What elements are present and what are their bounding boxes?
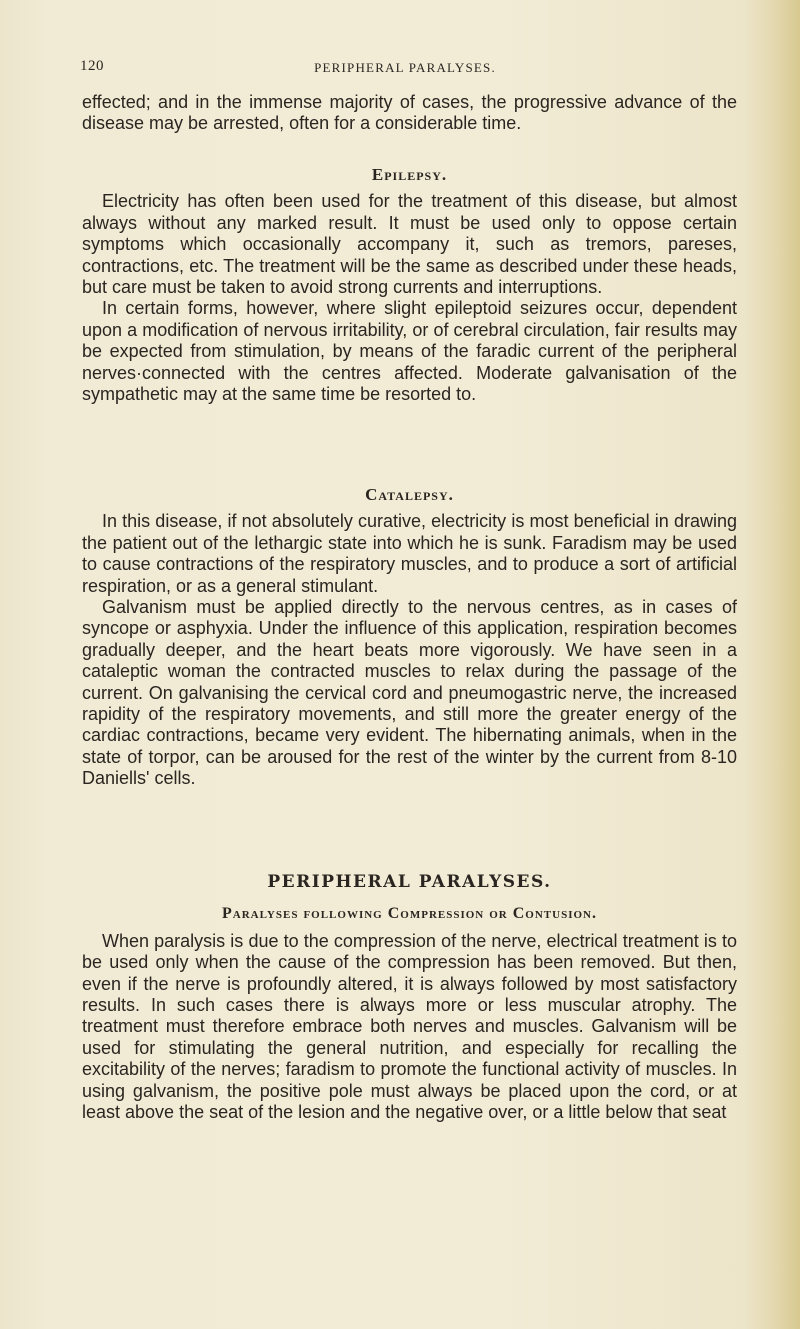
intro-section: [82, 92, 737, 135]
epilepsy-heading: Epilepsy.: [371, 165, 448, 184]
intro-paragraph: effected; and in the immense majority of cases, the progressive advance of the disease may be arrested, often for a considerable time.: [82, 92, 737, 134]
running-title: PERIPHERAL PARALYSES.: [314, 60, 496, 75]
catalepsy-heading: Catalepsy.: [365, 485, 454, 504]
epilepsy-paragraph-2: In certain forms, however, where slight epileptoid seizures occur, dependent upon a modification of nervous irritability, or of cerebral circulation, fair results may be expected from stimulation, by means of the faradic current of the peripheral nerves·connected with the centres affected. Moderate galvanisation of the sympathetic may at the same time be resorted to.: [82, 298, 737, 405]
peripheral-paralyses-heading: PERIPHERAL PARALYSES.: [267, 872, 552, 892]
compression-paragraph: When paralysis is due to the compression of the nerve, electrical treatment is to be used only when the cause of the compression has been removed. But then, even if the nerve is profoundly altered, it is always followed by most satisfactory results. In such cases there is always more or less muscular atrophy. The treatment must therefore embrace both nerves and muscles. Galvanism will be used for stimulating the general nutrition, and especially for recalling the excitability of the nerves; faradism to promote the functional activity of muscles. In using galvanism, the positive pole must always be placed upon the cord, or at least above the seat of the lesion and the negative over, or a little below that seat: [82, 930, 737, 1123]
catalepsy-paragraph-2: Galvanism must be applied directly to the nervous centres, as in cases of syncope or asphyxia. Under the influence of this application, respiration becomes gradually deeper, and the heart beats more vigorously. We have seen in a cataleptic woman the contracted muscles to relax during the passage of the current. On galvanising the cervical cord and pneumogastric nerve, the increased rapidity of the respiratory movements, and still more the greater energy of the cardiac contractions, became very evident. The hibernating animals, when in the state of torpor, can be aroused for the rest of the winter by the current from 8-10 Daniells' cells.: [82, 597, 737, 789]
compression-subheading: Paralyses following Compression or Contusion.: [222, 905, 597, 923]
catalepsy-section: [82, 484, 737, 790]
catalepsy-paragraph-1: In this disease, if not absolutely curative, electricity is most beneficial in drawing the patient out of the lethargic state into which he is sunk. Faradism may be used to cause contractions of the respiratory muscles, and to produce a sort of artificial respiration, or as a general stimulant.: [82, 511, 737, 596]
page-number: 120: [80, 58, 104, 74]
peripheral-paralyses-section: [82, 872, 737, 1123]
epilepsy-section: [82, 164, 737, 405]
running-head: [80, 58, 730, 82]
epilepsy-paragraph-1: Electricity has often been used for the treatment of this disease, but almost always without any marked result. It must be used only to oppose certain symptoms which occasionally accompany it, such as tremors, pareses, contractions, etc. The treatment will be the same as described under these heads, but care must be taken to avoid strong currents and interruptions.: [82, 191, 737, 298]
